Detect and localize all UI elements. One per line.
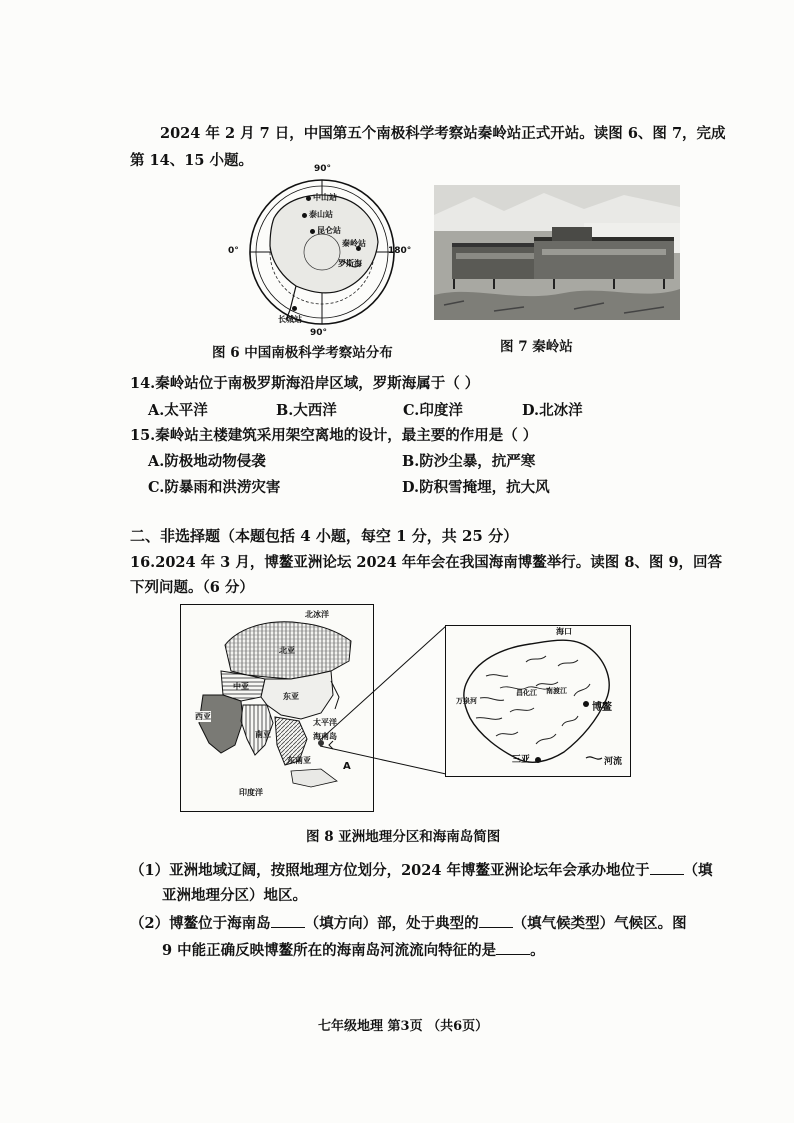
q14-option-c: C.印度洋 bbox=[403, 402, 463, 419]
hainan-island-map bbox=[445, 625, 631, 777]
answer-blank[interactable] bbox=[496, 940, 530, 955]
label-north-asia: 北亚 bbox=[279, 646, 295, 655]
subq1-line-2: 亚洲地理分区）地区。 bbox=[162, 887, 307, 904]
answer-blank[interactable] bbox=[650, 860, 684, 875]
subq2-line-1 bbox=[130, 913, 687, 934]
label-nandu-river: 南渡江 bbox=[546, 687, 567, 695]
label-haikou: 海口 bbox=[556, 627, 572, 636]
station-changcheng: 长城站 bbox=[278, 315, 302, 324]
deg-label-left: 0° bbox=[228, 246, 239, 256]
q15-option-a: A.防极地动物侵袭 bbox=[148, 453, 266, 470]
subq1-text-a: （1）亚洲地域辽阔，按照地理方位划分，2024 年博鳌亚洲论坛年会承办地位于 bbox=[130, 862, 650, 879]
label-southeast-asia: 东南亚 bbox=[287, 756, 311, 765]
deg-label-top: 90° bbox=[314, 164, 332, 174]
label-arctic-ocean: 北冰洋 bbox=[305, 610, 329, 619]
deg-label-bottom: 90° bbox=[310, 328, 328, 338]
label-east-asia: 东亚 bbox=[283, 692, 299, 701]
answer-blank[interactable] bbox=[271, 913, 305, 928]
q15-stem: 15.秦岭站主楼建筑采用架空离地的设计，最主要的作用是（ ） bbox=[130, 427, 538, 444]
label-pacific-ocean: 太平洋 bbox=[313, 718, 337, 727]
q14-option-d: D.北冰洋 bbox=[522, 402, 583, 419]
station-dot bbox=[292, 306, 297, 311]
q15-option-c: C.防暴雨和洪涝灾害 bbox=[148, 479, 281, 496]
q15-option-d: D.防积雪掩埋，抗大风 bbox=[402, 479, 550, 496]
label-river-legend: 河流 bbox=[604, 757, 623, 767]
figure-7-caption: 图 7 秦岭站 bbox=[500, 339, 573, 355]
label-a: A bbox=[343, 761, 351, 772]
label-sanya: 三亚 bbox=[512, 755, 531, 765]
subq1-text-b: （填 bbox=[683, 862, 713, 879]
station-dot bbox=[302, 213, 307, 218]
subq2-line-2 bbox=[162, 940, 545, 961]
intro-line-1: 2024 年 2 月 7 日，中国第五个南极科学考察站秦岭站正式开站。读图 6、图 7，完成 bbox=[160, 125, 726, 142]
page-footer: 七年级地理 第3页 （共6页） bbox=[318, 1019, 489, 1034]
q16-line-2: 下列问题。（6 分） bbox=[130, 579, 254, 596]
sea-label-ross: 罗斯海 bbox=[338, 259, 362, 268]
subq2-text-e: 。 bbox=[530, 942, 545, 959]
station-dot bbox=[310, 229, 315, 234]
label-indian-ocean: 印度洋 bbox=[239, 788, 263, 797]
q14-stem: 14.秦岭站位于南极罗斯海沿岸区域，罗斯海属于（ ） bbox=[130, 375, 480, 392]
subq1-line-1 bbox=[130, 860, 713, 881]
subq2-text-a: （2）博鳌位于海南岛 bbox=[130, 915, 271, 932]
subq2-text-d: 9 中能正确反映博鳌所在的海南岛河流流向特征的是 bbox=[162, 942, 497, 959]
station-taishan: 泰山站 bbox=[309, 210, 333, 219]
label-changjiang-river: 昌化江 bbox=[516, 689, 537, 697]
station-kunlun: 昆仑站 bbox=[317, 226, 341, 235]
label-south-asia: 南亚 bbox=[255, 730, 271, 739]
figure-8-caption: 图 8 亚洲地理分区和海南岛简图 bbox=[306, 829, 501, 845]
label-central-asia: 中亚 bbox=[233, 682, 249, 691]
station-zhongshan: 中山站 bbox=[313, 193, 337, 202]
q15-option-b: B.防沙尘暴，抗严寒 bbox=[402, 453, 536, 470]
station-qinling: 秦岭站 bbox=[342, 239, 366, 248]
figure-6-caption: 图 6 中国南极科学考察站分布 bbox=[212, 345, 393, 361]
connector-lines bbox=[320, 620, 450, 800]
label-hainan-island: 海南岛 bbox=[313, 732, 337, 741]
label-west-asia: 西亚 bbox=[195, 712, 211, 721]
deg-label-right: 180° bbox=[388, 246, 412, 256]
q16-line-1: 16.2024 年 3 月，博鳌亚洲论坛 2024 年年会在我国海南博鳌举行。读图 8、图 9，回答 bbox=[130, 554, 723, 571]
figure-6-antarctic-map bbox=[228, 160, 412, 340]
subq2-text-c: （填气候类型）气候区。图 bbox=[512, 915, 687, 932]
q14-option-a: A.太平洋 bbox=[148, 402, 208, 419]
label-wanquan-river: 万泉河 bbox=[456, 697, 477, 705]
answer-blank[interactable] bbox=[479, 913, 513, 928]
section-2-title: 二、非选择题（本题包括 4 小题，每空 1 分，共 25 分） bbox=[130, 527, 519, 545]
station-dot bbox=[306, 196, 311, 201]
label-boao: 博鳌 bbox=[592, 702, 612, 713]
subq2-text-b: （填方向）部，处于典型的 bbox=[304, 915, 479, 932]
figure-7-photo bbox=[434, 185, 680, 320]
intro-line-2: 第 14、15 小题。 bbox=[130, 152, 253, 169]
q14-option-b: B.大西洋 bbox=[276, 402, 337, 419]
